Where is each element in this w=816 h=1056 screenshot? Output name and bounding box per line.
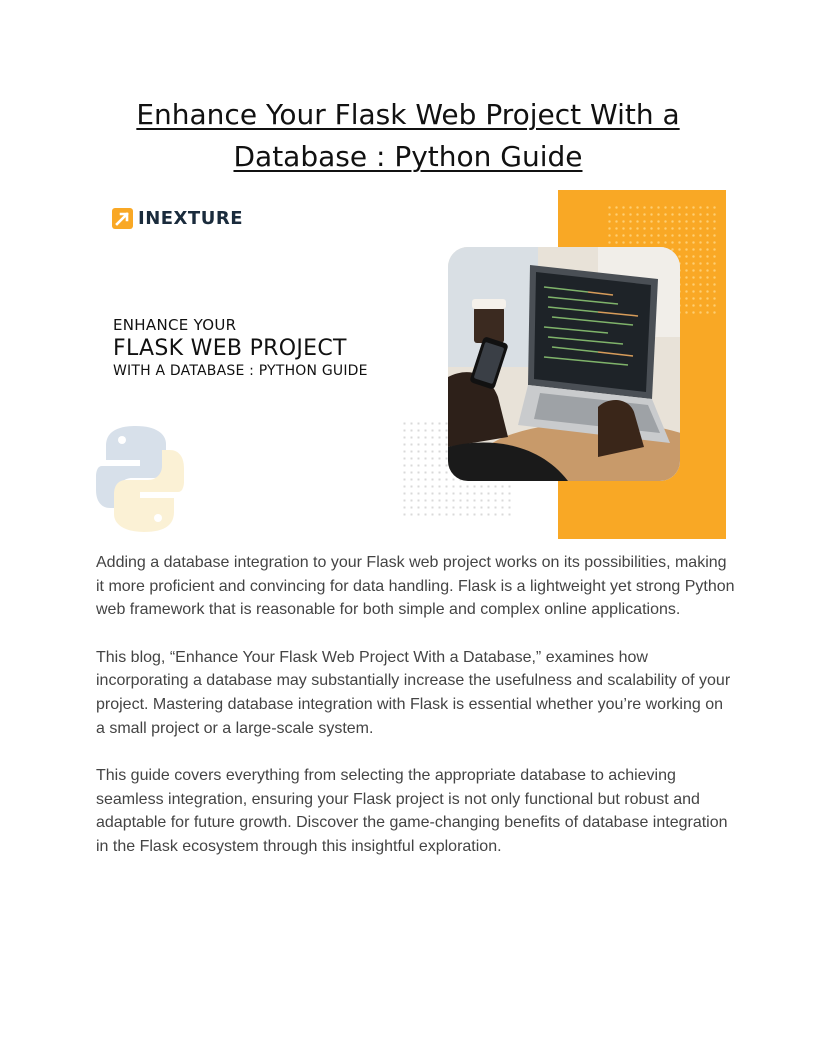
headline-line-2: FLASK WEB PROJECT <box>113 336 347 361</box>
banner-headline <box>113 316 368 379</box>
paragraph: Adding a database integration to your Flask web project works on its possibilities, making it more proficient and convincing for data handling. Flask is a lightweight yet strong Python web framework that is reasonable for both simple and complex online applications. <box>96 554 735 619</box>
paragraph: This guide covers everything from selecting the appropriate database to achieving seamless integration, ensuring your Flask project is not only functional but robust and adaptable for future growth. Discover the game-changing benefits of database integration in the Flask ecosystem through this insightful exploration. <box>96 767 728 855</box>
headline-line-3: WITH A DATABASE : PYTHON GUIDE <box>113 363 368 379</box>
python-logo-icon <box>96 424 184 539</box>
inexture-logo-icon <box>112 208 133 229</box>
title-line-1: Enhance Your Flask Web Project With a <box>136 98 680 131</box>
inexture-logo <box>112 208 243 229</box>
hero-banner <box>96 190 726 540</box>
paragraph: This blog, “Enhance Your Flask Web Project With a Database,” examines how incorporating a database may substantially increase the usefulness and scalability of your project. Mastering database integration with Flask is essential whether you’re working on a small project or a large-scale system. <box>96 648 731 737</box>
laptop-photo <box>448 247 680 481</box>
page-title <box>0 94 816 178</box>
title-line-2: Database : Python Guide <box>233 140 583 173</box>
logo-text: INEXTURE <box>138 208 243 229</box>
headline-line-1: ENHANCE YOUR <box>113 316 237 334</box>
article-body <box>96 551 736 883</box>
